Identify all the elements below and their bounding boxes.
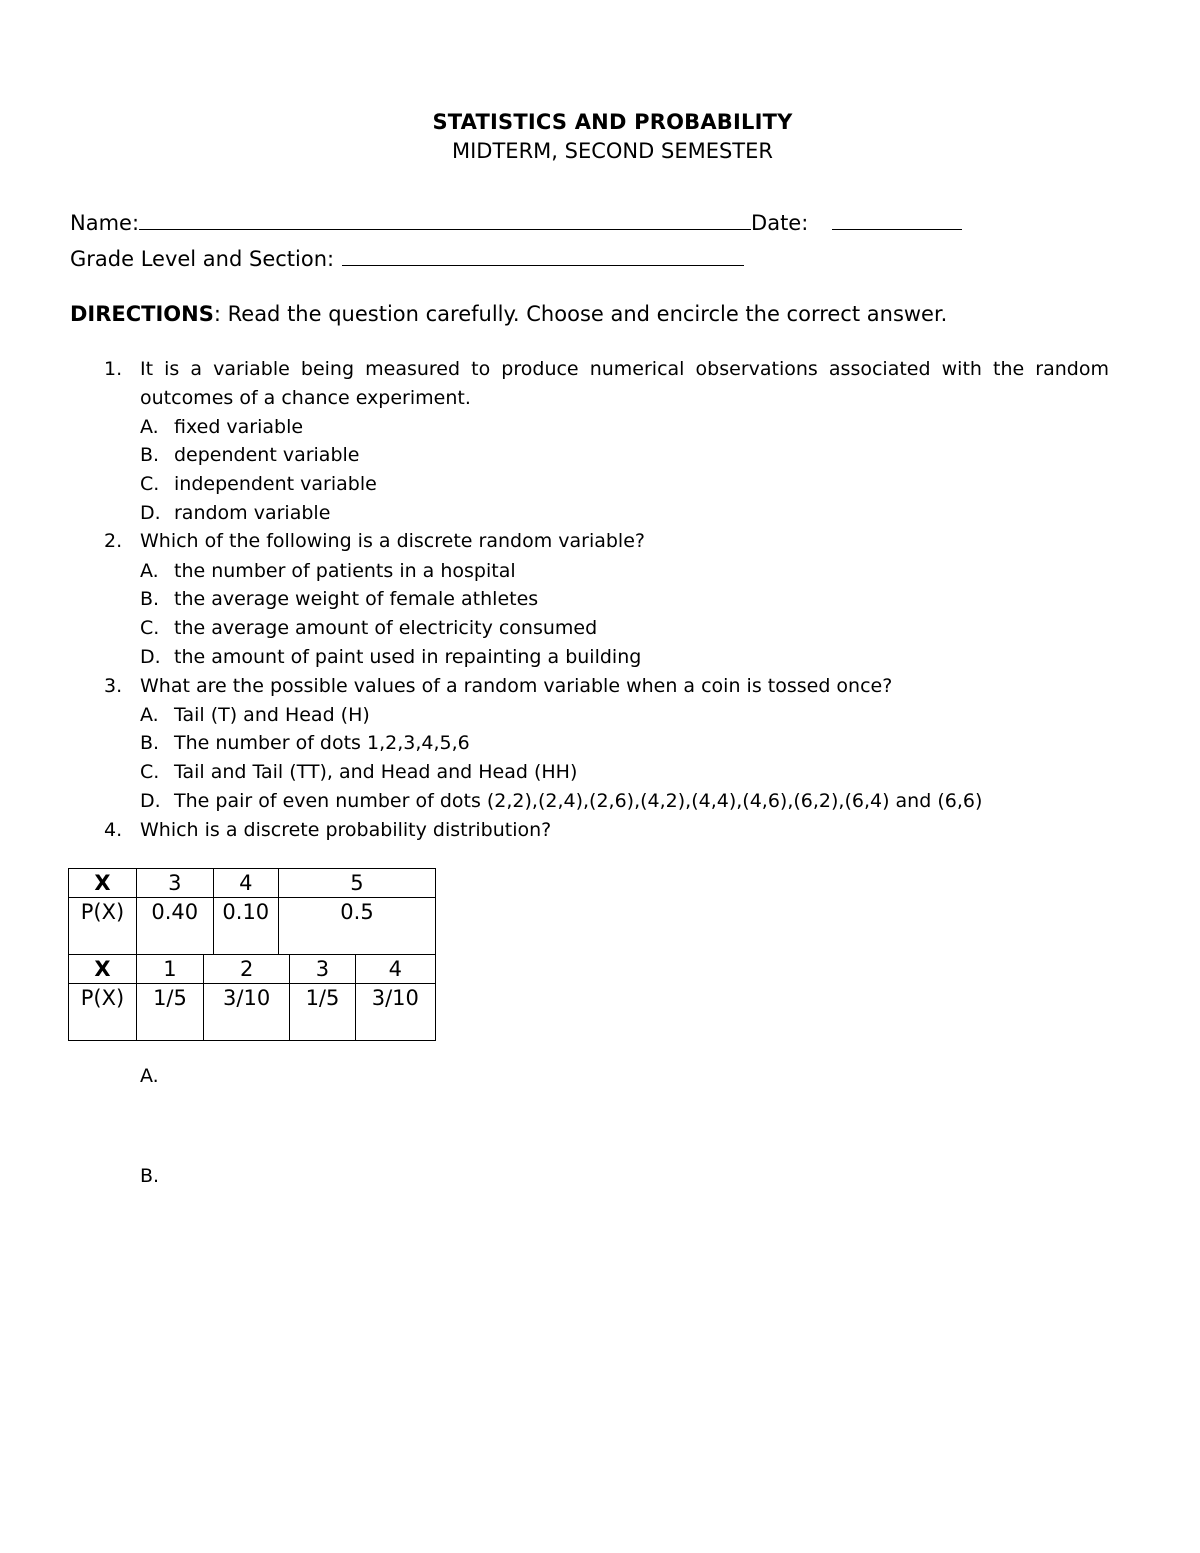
question-number: 1.: [104, 358, 123, 380]
distribution-tables: [68, 868, 436, 1041]
option-2b[interactable]: B. the average weight of female athletes: [140, 588, 539, 610]
answer-label-b[interactable]: B.: [140, 1165, 160, 1187]
question-4: 4. Which is a discrete probability distribution?: [104, 819, 552, 841]
table-cell: 0.10: [213, 898, 278, 955]
directions-label: DIRECTIONS: [70, 302, 214, 326]
date-label: Date:: [751, 211, 809, 235]
name-date-line: [70, 211, 962, 235]
page-title: STATISTICS AND PROBABILITY: [432, 110, 793, 134]
table-cell: 1/5: [136, 984, 203, 1041]
option-2a[interactable]: A. the number of patients in a hospital: [140, 560, 516, 582]
grade-field[interactable]: [342, 247, 744, 266]
option-2d[interactable]: D. the amount of paint used in repainting a building: [140, 646, 642, 668]
grade-label: Grade Level and Section:: [70, 247, 335, 271]
option-3a[interactable]: A. Tail (T) and Head (H): [140, 704, 370, 726]
table-cell: 3: [136, 869, 213, 898]
option-2c[interactable]: C. the average amount of electricity consumed: [140, 617, 598, 639]
option-3c[interactable]: C. Tail and Tail (TT), and Head and Head (HH): [140, 761, 578, 783]
page-subtitle: MIDTERM, SECOND SEMESTER: [452, 139, 773, 163]
table-b-p-label: P(X): [69, 984, 137, 1041]
table-a-p-label: P(X): [69, 898, 137, 955]
question-2: 2. Which of the following is a discrete random variable?: [104, 530, 645, 552]
name-label: Name:: [70, 211, 140, 235]
directions: [70, 302, 947, 326]
grade-line: [70, 247, 744, 271]
question-3: 3. What are the possible values of a random variable when a coin is tossed once?: [104, 675, 893, 697]
table-a-p-row: [69, 898, 436, 955]
table-b-x-row: [69, 955, 436, 984]
option-1c[interactable]: C. independent variable: [140, 473, 377, 495]
table-cell: 0.5: [278, 898, 435, 955]
table-b-p-row: [69, 984, 436, 1041]
option-1b[interactable]: B. dependent variable: [140, 444, 360, 466]
option-3d[interactable]: D. The pair of even number of dots (2,2),(2,4),(2,6),(4,2),(4,4),(4,6),(6,2),(6,4) and (6,6): [140, 790, 983, 812]
option-1a[interactable]: A. fixed variable: [140, 416, 304, 438]
table-cell: 4: [213, 869, 278, 898]
question-text: It is a variable being measured to produce numerical observations associated with the random outcomes of a chance experiment.: [140, 358, 1109, 409]
table-cell: 0.40: [136, 898, 213, 955]
table-cell: 3: [290, 955, 355, 984]
table-cell: 2: [203, 955, 289, 984]
directions-text: : Read the question carefully. Choose and encircle the correct answer.: [213, 302, 948, 326]
name-field[interactable]: [139, 211, 751, 230]
option-3b[interactable]: B. The number of dots 1,2,3,4,5,6: [140, 732, 470, 754]
question-1: [104, 355, 1109, 413]
table-b-x-label: X: [69, 955, 137, 984]
table-cell: 3/10: [203, 984, 289, 1041]
table-a-x-row: [69, 869, 436, 898]
table-cell: 1: [136, 955, 203, 984]
table-cell: 4: [355, 955, 435, 984]
table-cell: 1/5: [290, 984, 355, 1041]
table-cell: 5: [278, 869, 435, 898]
table-cell: 3/10: [355, 984, 435, 1041]
date-field[interactable]: [832, 211, 962, 230]
answer-label-a[interactable]: A.: [140, 1065, 159, 1087]
option-1d[interactable]: D. random variable: [140, 502, 331, 524]
table-a-x-label: X: [69, 869, 137, 898]
